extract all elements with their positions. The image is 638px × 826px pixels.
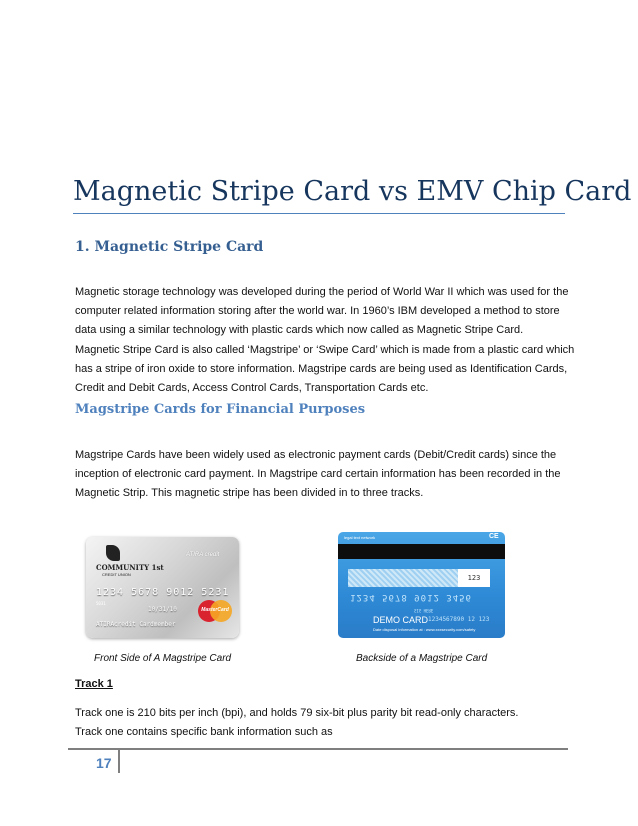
- back-card-image: [338, 532, 505, 638]
- card-brand-sub: CREDIT UNION: [102, 572, 131, 577]
- text-line: Magstripe Cards have been widely used as electronic payment cards (Debit/Credit cards) since the: [75, 449, 557, 461]
- text-line: has a stripe of iron oxide to store information. Magstripe cards are being used as Identification Cards,: [75, 363, 568, 375]
- card-brand: COMMUNITY 1st: [96, 563, 164, 572]
- paragraph-financial: [75, 446, 575, 503]
- paragraph-track-1: [75, 704, 575, 742]
- page-title: Magnetic Stripe Card vs EMV Chip Card: [73, 176, 632, 207]
- cvv-box: 123: [458, 569, 490, 587]
- text-line: Track one contains specific bank information such as: [75, 726, 333, 738]
- card-mark: 5031: [96, 601, 106, 606]
- text-line: computer related information storing after the world war. In 1960’s IBM developed a method to store: [75, 305, 560, 317]
- demo-card-number: 1234567890 12 123: [428, 616, 490, 623]
- card-back-top-text: legal text network: [344, 535, 376, 540]
- demo-card-label: DEMO CARD: [373, 615, 429, 625]
- card-back-footer: Date disposal information at : www.xxxsecurity.com/safety: [373, 627, 476, 632]
- card-product: ATIRA credit: [186, 552, 220, 558]
- card-back-number: 1234 5678 9012 3456: [350, 592, 472, 602]
- text-line: Magnetic Stripe Card is also called ‘Magstripe’ or ‘Swipe Card’ which is made from a plastic card which: [75, 344, 575, 356]
- card-expiry: 10/31/10: [148, 606, 177, 613]
- page-number: 17: [96, 755, 112, 771]
- mastercard-logo-icon: [198, 600, 232, 622]
- text-line: Track one is 210 bits per inch (bpi), and holds 79 six-bit plus parity bit read-only characters.: [75, 707, 519, 719]
- card-back-small-text: SIG HERE: [414, 608, 434, 613]
- track-1-heading: Track 1: [75, 678, 113, 690]
- text-line: Magnetic storage technology was developed during the period of World War II which was used for the: [75, 286, 569, 298]
- paragraph-history: [75, 283, 575, 340]
- ce-mark: CE: [489, 533, 499, 540]
- magnetic-stripe: [338, 544, 505, 559]
- credit-union-logo-icon: [106, 545, 120, 561]
- title-underline: [73, 213, 565, 214]
- footer-vertical-divider: [118, 750, 120, 773]
- text-line: inception of electronic card payment. In Magstripe card certain information has been recorded in the: [75, 468, 561, 480]
- text-line: data using a similar technology with plastic cards which now called as Magnetic Stripe Card.: [75, 324, 524, 336]
- text-line: Magnetic Strip. This magnetic stripe has been divided in to three tracks.: [75, 487, 424, 499]
- paragraph-definition: [75, 341, 575, 398]
- caption-back: Backside of a Magstripe Card: [356, 653, 488, 664]
- section-heading-financial: Magstripe Cards for Financial Purposes: [75, 402, 366, 417]
- text-line: Credit and Debit Cards, Access Control Cards, Transportation Cards etc.: [75, 382, 429, 394]
- caption-front: Front Side of A Magstripe Card: [94, 653, 232, 664]
- signature-panel: [348, 569, 458, 587]
- footer-divider: [68, 748, 568, 750]
- card-number: 1234 5678 9012 5231: [96, 587, 230, 598]
- section-heading-magnetic-stripe: 1. Magnetic Stripe Card: [75, 239, 264, 255]
- front-card-image: [86, 537, 239, 638]
- card-holder: ATIRAcredit Cardmember: [96, 621, 176, 628]
- card-network: MasterCard: [201, 607, 229, 613]
